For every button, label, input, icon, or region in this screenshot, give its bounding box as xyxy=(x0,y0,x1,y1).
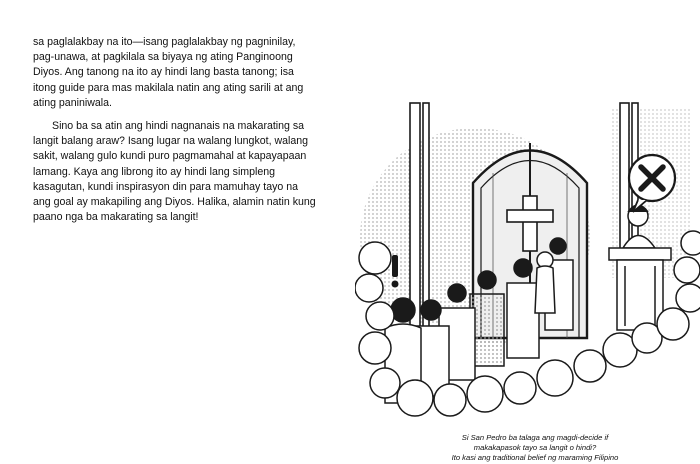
illustration-caption xyxy=(405,433,665,463)
exclamation-icon xyxy=(392,255,399,288)
paragraph: Sino ba sa atin ang hindi nagnanais na makarating sa langit balang araw? Isang lugar na walang lungkot, walang sakit, walang gulo kundi puro pagmamahal at kapayapaan lamang. Kaya ang librong ito ay hindi lang simpleng kasagutan, kundi inspirasyon din para mamuhay tayo na ang goal ay makapiling ang Diyos. Halika, alamin natin kung paano nga ba makarating sa langit! xyxy=(33,120,316,224)
paragraph: sa paglalakbay na ito—isang paglalakbay ng pagninilay, pag-unawa, at pagkilala sa biyaya ng ating Panginoong Diyos. Ang tanong na ito ay hindi lang basta tanong; isa itong guide para mas makilala natin ang ating sarili at ang ating paniniwala. xyxy=(33,36,304,109)
caption-line: Si San Pedro ba talaga ang magdi-decide if xyxy=(461,433,609,442)
body-text xyxy=(33,35,318,233)
heaven-gate-illustration xyxy=(355,88,700,418)
caption-line: Ito kasi ang traditional belief ng maraming Filipino xyxy=(451,453,619,462)
caption-line: makakapasok tayo sa langit o hindi? xyxy=(473,443,597,452)
